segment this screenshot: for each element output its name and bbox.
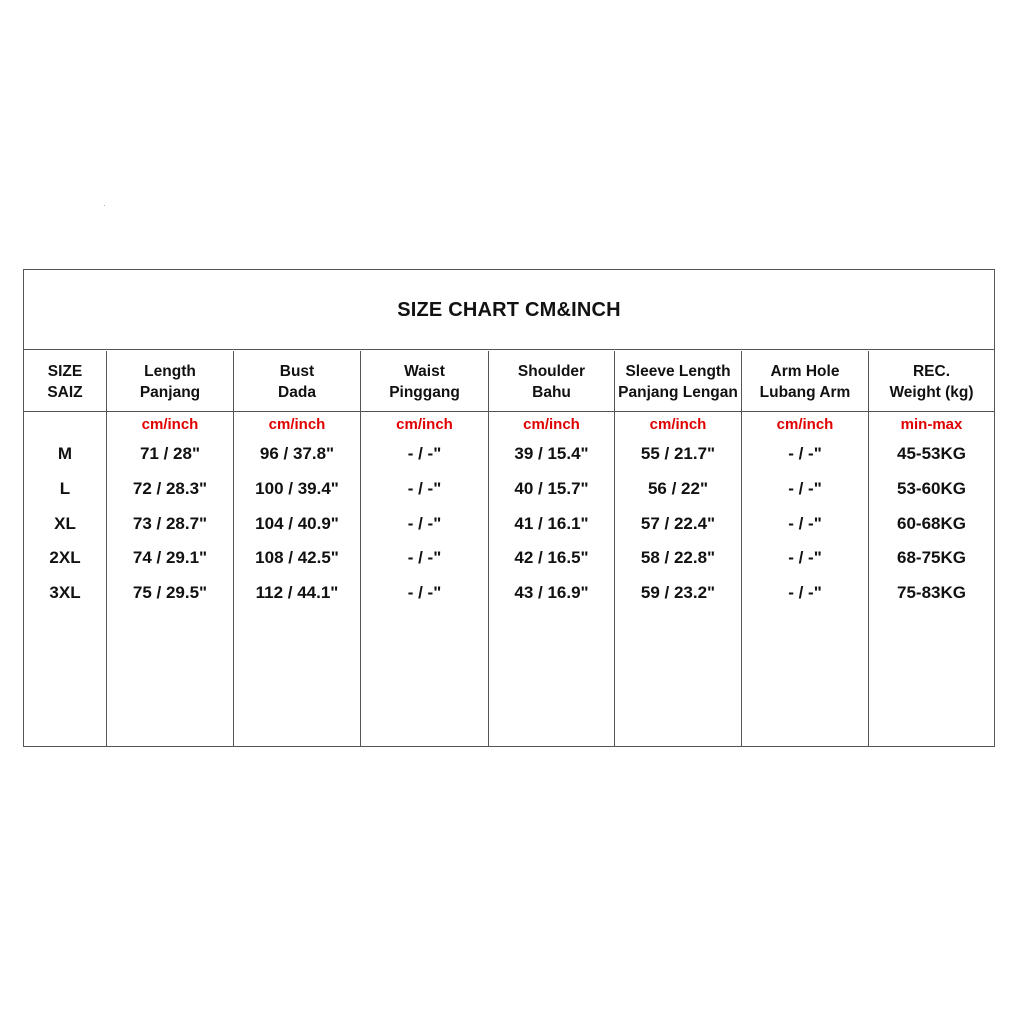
- table-cell: L: [59, 479, 71, 498]
- column-unit: cm/inch: [523, 416, 580, 433]
- table-cell: 43 / 16.9": [514, 583, 589, 602]
- table-cell: 56 / 22": [647, 479, 709, 498]
- table-cell: - / -": [407, 514, 442, 533]
- table-cell: 72 / 28.3": [132, 479, 208, 498]
- table-cell: 3XL: [49, 583, 81, 602]
- table-cell: 45-53KG: [897, 444, 966, 463]
- column-header-line-1: Shoulder: [517, 363, 586, 380]
- column-header: [234, 351, 360, 412]
- column-header-line-2: SAIZ: [47, 384, 83, 401]
- column-header-line-2: Panjang Lengan: [618, 384, 738, 401]
- table-cell: 73 / 28.7": [132, 514, 208, 533]
- table-cell: - / -": [788, 479, 822, 498]
- column-header-line-1: Waist: [404, 363, 445, 380]
- column-unit: cm/inch: [268, 416, 326, 433]
- table-cell: 75-83KG: [897, 583, 966, 602]
- column-header: [24, 351, 106, 412]
- table-cell: 55 / 21.7": [640, 444, 716, 463]
- table-cell: 71 / 28": [139, 444, 201, 463]
- chart-title: SIZE CHART CM&INCH: [24, 270, 994, 350]
- column-header-line-2: Panjang: [139, 384, 201, 401]
- column-rec-weight: [868, 351, 994, 746]
- table-cell: 74 / 29.1": [132, 548, 208, 567]
- column-header-line-2: Bahu: [532, 384, 571, 401]
- column-header: [489, 351, 614, 412]
- table-cell: 75 / 29.5": [132, 583, 208, 602]
- table-cell: 53-60KG: [897, 479, 966, 498]
- table-cell: 42 / 16.5": [514, 548, 589, 567]
- table-cell: - / -": [407, 444, 442, 463]
- column-header: [615, 351, 741, 412]
- table-cell: XL: [54, 514, 76, 533]
- chart-columns: [24, 351, 994, 746]
- column-header: [107, 351, 233, 412]
- column-header: [361, 351, 488, 412]
- table-cell: 58 / 22.8": [640, 548, 716, 567]
- table-cell: 104 / 40.9": [255, 514, 339, 533]
- column-header: [869, 351, 994, 412]
- table-cell: - / -": [407, 479, 442, 498]
- table-cell: 96 / 37.8": [259, 444, 335, 463]
- table-cell: - / -": [407, 548, 442, 567]
- table-cell: 100 / 39.4": [255, 479, 339, 498]
- column-unit: cm/inch: [396, 416, 453, 433]
- column-waist: [360, 351, 488, 746]
- size-chart-table: [23, 269, 995, 747]
- column-header-line-2: Dada: [278, 384, 316, 401]
- table-cell: - / -": [788, 548, 822, 567]
- table-cell: - / -": [788, 514, 822, 533]
- column-size: [24, 351, 106, 746]
- stray-dot: [104, 205, 105, 206]
- column-header-line-1: SIZE: [47, 363, 83, 380]
- column-unit: cm/inch: [141, 416, 199, 433]
- column-header-line-1: REC.: [912, 363, 951, 380]
- table-cell: 39 / 15.4": [514, 444, 589, 463]
- column-header-line-1: Arm Hole: [770, 363, 840, 380]
- column-header-line-2: Lubang Arm: [759, 384, 851, 401]
- column-sleeve-length: [614, 351, 741, 746]
- column-unit: cm/inch: [649, 416, 707, 433]
- table-cell: 57 / 22.4": [640, 514, 716, 533]
- column-header-line-2: Weight (kg): [889, 384, 974, 401]
- table-cell: 108 / 42.5": [255, 548, 339, 567]
- table-cell: 2XL: [49, 548, 81, 567]
- table-cell: - / -": [788, 583, 822, 602]
- table-cell: 60-68KG: [897, 514, 966, 533]
- column-arm-hole: [741, 351, 868, 746]
- table-cell: 40 / 15.7": [514, 479, 589, 498]
- column-header-line-1: Bust: [279, 363, 315, 380]
- column-unit: min-max: [900, 416, 963, 433]
- column-header-line-1: Sleeve Length: [625, 363, 731, 380]
- table-cell: - / -": [407, 583, 442, 602]
- column-header: [742, 351, 868, 412]
- column-header-line-1: Length: [144, 363, 196, 380]
- column-shoulder: [488, 351, 614, 746]
- table-cell: 68-75KG: [897, 548, 966, 567]
- column-bust: [233, 351, 360, 746]
- table-cell: M: [57, 444, 73, 463]
- table-cell: 41 / 16.1": [514, 514, 589, 533]
- table-cell: 59 / 23.2": [640, 583, 716, 602]
- column-header-line-2: Pinggang: [389, 384, 460, 401]
- column-unit: cm/inch: [776, 416, 834, 433]
- table-cell: - / -": [788, 444, 822, 463]
- table-cell: 112 / 44.1": [255, 583, 339, 602]
- column-length: [106, 351, 233, 746]
